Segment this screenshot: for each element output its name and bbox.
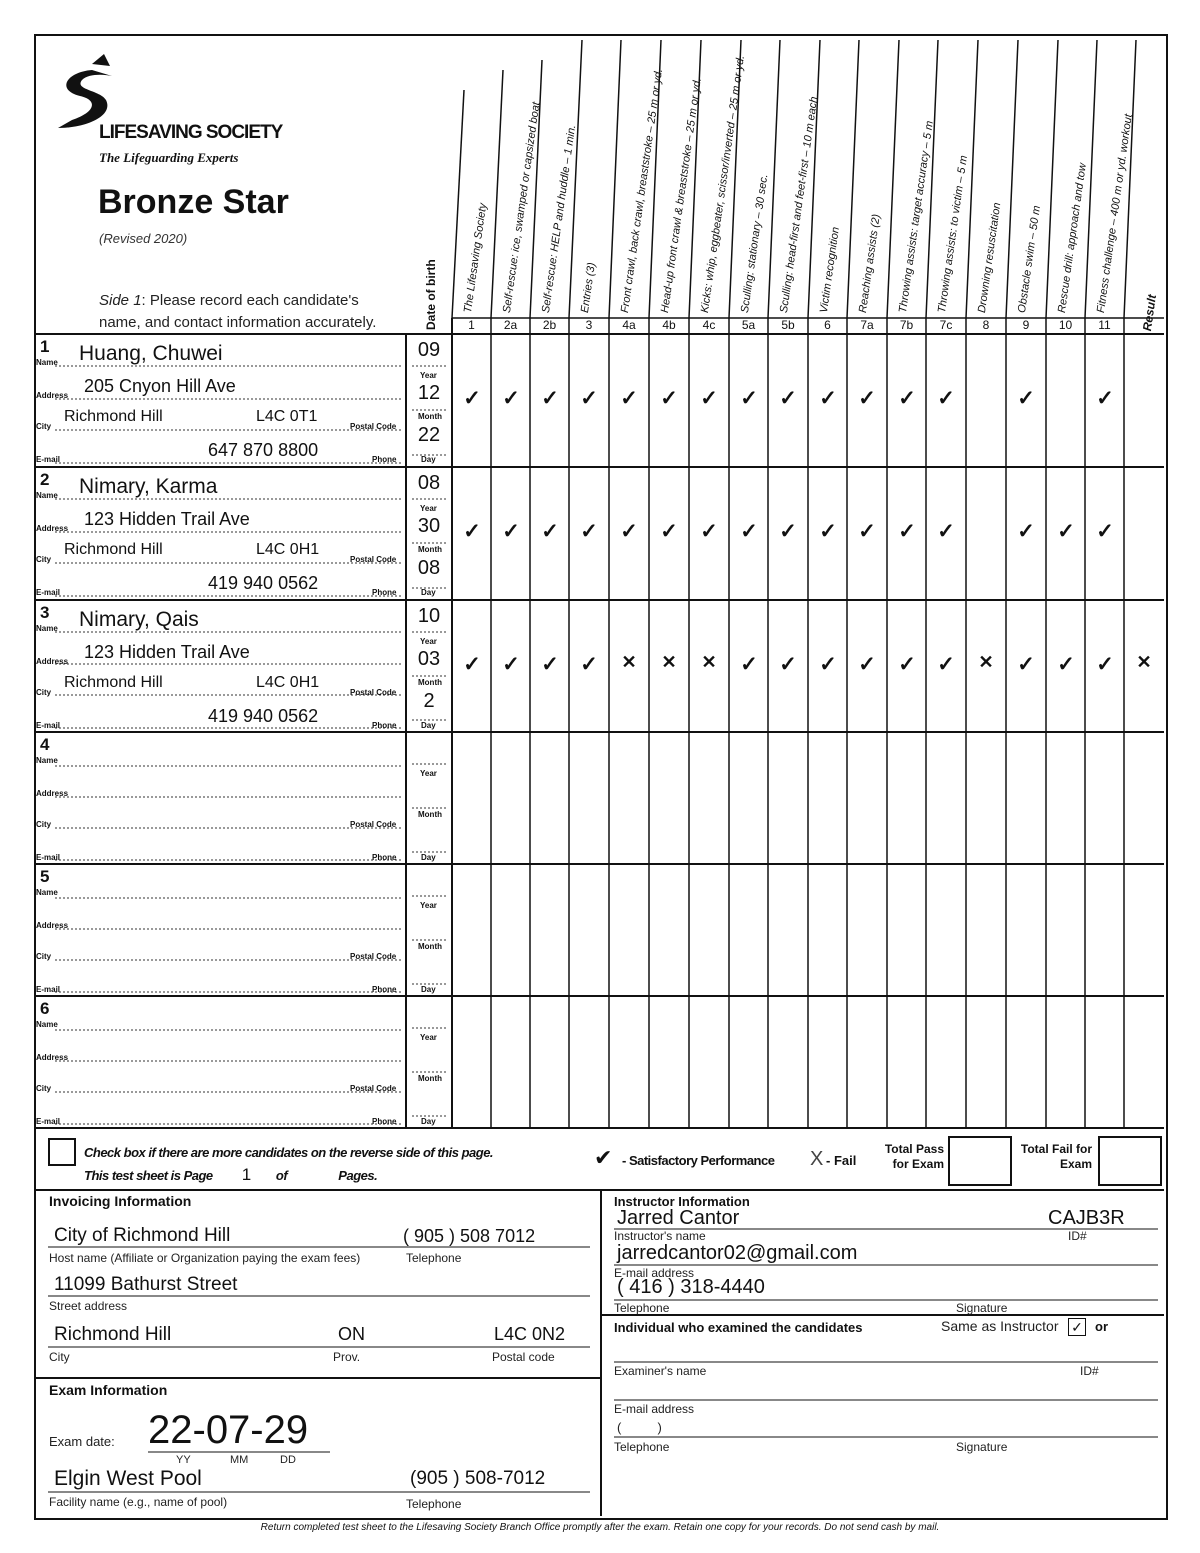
more-candidates-checkbox[interactable] bbox=[48, 1138, 76, 1166]
candidate-number: 3 bbox=[40, 603, 50, 622]
examiner-telephone-label: Telephone bbox=[614, 1440, 670, 1454]
exam-date[interactable]: 22-07-29 bbox=[148, 1408, 309, 1452]
or-text: or bbox=[1095, 1319, 1108, 1334]
legend-fail: - Fail bbox=[826, 1153, 857, 1168]
dob-day[interactable]: 2 bbox=[423, 690, 435, 712]
pass-check-icon[interactable]: ✓ bbox=[660, 520, 678, 543]
host-label: Host name (Affiliate or Organization paying the exam fees) bbox=[49, 1251, 361, 1265]
dob-year[interactable]: 08 bbox=[417, 472, 441, 494]
year-label: Year bbox=[420, 371, 437, 380]
exam-date-yy: YY bbox=[176, 1454, 191, 1466]
pass-check-icon[interactable]: ✓ bbox=[937, 520, 955, 543]
day-label: Day bbox=[421, 985, 436, 994]
year-label: Year bbox=[420, 504, 437, 513]
pass-check-icon[interactable]: ✓ bbox=[541, 653, 559, 676]
column-header-label: Victim recognition bbox=[818, 226, 842, 314]
city-label: City bbox=[36, 1084, 52, 1093]
result-mark[interactable]: ✕ bbox=[1136, 652, 1152, 672]
phone-label: Phone bbox=[372, 455, 397, 464]
candidate-city[interactable]: Richmond Hill bbox=[64, 674, 163, 691]
legend-pass-icon: ✔ bbox=[594, 1145, 613, 1170]
address-label: Address bbox=[36, 921, 69, 930]
name-label: Name bbox=[36, 491, 58, 500]
pass-check-icon[interactable]: ✓ bbox=[819, 653, 837, 676]
column-header-label: Obstacle swim – 50 m bbox=[1016, 204, 1043, 314]
candidate-city[interactable]: Richmond Hill bbox=[64, 541, 163, 558]
column-number: 2b bbox=[542, 318, 557, 332]
column-header-label: Head-up front crawl & breaststroke – 25 m or yd. bbox=[659, 77, 704, 314]
city-label: City bbox=[36, 688, 52, 697]
day-label: Day bbox=[421, 853, 436, 862]
name-label: Name bbox=[36, 624, 58, 633]
name-label: Name bbox=[36, 358, 58, 367]
candidate-name[interactable]: Nimary, Qais bbox=[79, 608, 199, 631]
postal-label: Postal Code bbox=[350, 688, 397, 697]
pass-check-icon[interactable]: ✓ bbox=[463, 653, 481, 676]
instructor-name-label: Instructor's name bbox=[614, 1229, 706, 1243]
column-number: 5a bbox=[741, 318, 756, 332]
pass-check-icon[interactable]: ✓ bbox=[502, 387, 520, 410]
pass-check-icon[interactable]: ✓ bbox=[580, 520, 598, 543]
month-label: Month bbox=[418, 1074, 442, 1083]
pass-check-icon[interactable]: ✓ bbox=[1057, 520, 1075, 543]
fail-mark[interactable]: ✕ bbox=[661, 652, 677, 672]
pass-check-icon[interactable]: ✓ bbox=[620, 520, 638, 543]
address-label: Address bbox=[36, 657, 69, 666]
host-name[interactable]: City of Richmond Hill bbox=[54, 1225, 231, 1246]
column-header-label: Rescue drill: approach and tow bbox=[1056, 162, 1089, 314]
candidate-postal[interactable]: L4C 0T1 bbox=[256, 408, 318, 425]
candidate-address[interactable]: 205 Cnyon Hill Ave bbox=[84, 376, 236, 396]
candidate-number: 2 bbox=[40, 470, 50, 489]
column-number: 10 bbox=[1058, 318, 1073, 332]
dob-month[interactable]: 30 bbox=[417, 515, 441, 537]
total-pass-box[interactable] bbox=[948, 1136, 1012, 1186]
exam-date-mm: MM bbox=[230, 1454, 249, 1466]
month-label: Month bbox=[418, 678, 442, 687]
pass-check-icon[interactable]: ✓ bbox=[740, 653, 758, 676]
exam-date-label: Exam date: bbox=[49, 1434, 115, 1449]
fail-mark[interactable]: ✕ bbox=[701, 652, 717, 672]
column-header-label: Entries (3) bbox=[579, 261, 598, 314]
fail-mark[interactable]: ✕ bbox=[978, 652, 994, 672]
dob-header: Date of birth bbox=[424, 259, 438, 330]
facility-name[interactable]: Elgin West Pool bbox=[54, 1467, 202, 1490]
examiner-id-label: ID# bbox=[1080, 1364, 1099, 1378]
day-label: Day bbox=[421, 455, 436, 464]
instructor-email[interactable]: jarredcantor02@gmail.com bbox=[617, 1242, 858, 1264]
pass-check-icon[interactable]: ✓ bbox=[898, 387, 916, 410]
column-header-label: Throwing assists: to victim – 5 m bbox=[936, 154, 971, 314]
exam-heading: Exam Information bbox=[49, 1382, 168, 1398]
pass-check-icon[interactable]: ✓ bbox=[858, 387, 876, 410]
instruction-text: : Please record each candidate's bbox=[141, 292, 359, 309]
dob-day[interactable]: 08 bbox=[417, 557, 441, 579]
column-header-label: Kicks: whip, eggbeater, scissor/inverted – 25 m or yd. bbox=[699, 54, 748, 314]
pass-check-icon[interactable]: ✓ bbox=[937, 387, 955, 410]
dob-month[interactable]: 03 bbox=[417, 648, 441, 670]
city-label: City bbox=[36, 952, 52, 961]
name-label: Name bbox=[36, 1020, 58, 1029]
candidate-phone[interactable]: 647 870 8800 bbox=[208, 440, 319, 460]
address-label: Address bbox=[36, 391, 69, 400]
day-label: Day bbox=[421, 1117, 436, 1126]
column-number: 9 bbox=[1022, 318, 1030, 332]
column-number: 4a bbox=[622, 318, 636, 332]
email-label: E-mail bbox=[36, 985, 61, 994]
pass-check-icon[interactable]: ✓ bbox=[541, 520, 559, 543]
column-number: 7a bbox=[860, 318, 874, 332]
month-label: Month bbox=[418, 942, 442, 951]
phone-label: Phone bbox=[372, 1117, 397, 1126]
column-number: 2a bbox=[503, 318, 518, 332]
email-label: E-mail bbox=[36, 721, 61, 730]
email-label: E-mail bbox=[36, 853, 61, 862]
column-number: 8 bbox=[982, 318, 990, 332]
pass-check-icon[interactable]: ✓ bbox=[660, 387, 678, 410]
pass-check-icon[interactable]: ✓ bbox=[541, 387, 559, 410]
candidate-address[interactable]: 123 Hidden Trail Ave bbox=[84, 509, 250, 529]
invoice-city-label: City bbox=[49, 1350, 70, 1364]
column-header-label: Front crawl, back crawl, breaststroke – 25 m or yd. bbox=[619, 68, 666, 314]
dob-year[interactable]: 09 bbox=[417, 339, 441, 361]
month-label: Month bbox=[418, 810, 442, 819]
pass-check-icon[interactable]: ✓ bbox=[1017, 387, 1035, 410]
total-fail-label: Total Fail for Exam bbox=[1020, 1142, 1092, 1171]
candidate-phone[interactable]: 419 940 0562 bbox=[208, 573, 319, 593]
instructor-id[interactable]: CAJB3R bbox=[1048, 1207, 1125, 1229]
candidate-number: 5 bbox=[40, 867, 50, 886]
instructor-heading: Instructor Information bbox=[614, 1194, 750, 1209]
pass-check-icon[interactable]: ✓ bbox=[779, 520, 797, 543]
bottom-note: Return completed test sheet to the Lifesaving Society Branch Office promptly after the exam. Retain one copy for your records. Do not send cash by mail. bbox=[260, 1522, 940, 1533]
pass-check-icon[interactable]: ✓ bbox=[1096, 520, 1114, 543]
exam-date-dd: DD bbox=[280, 1454, 296, 1466]
email-label: E-mail bbox=[36, 1117, 61, 1126]
dob-year[interactable]: 10 bbox=[417, 605, 441, 627]
form-revision: (Revised 2020) bbox=[99, 231, 188, 246]
column-header-label: Self-rescue: ice, swamped or capsized boat bbox=[501, 101, 543, 314]
pass-check-icon[interactable]: ✓ bbox=[1057, 653, 1075, 676]
pass-check-icon[interactable]: ✓ bbox=[898, 520, 916, 543]
instructor-signature-label: Signature bbox=[956, 1301, 1008, 1315]
address-label: Address bbox=[36, 789, 69, 798]
invoicing-heading: Invoicing Information bbox=[49, 1193, 192, 1209]
city-label: City bbox=[36, 555, 52, 564]
pass-check-icon[interactable]: ✓ bbox=[502, 520, 520, 543]
pages-text: Pages. bbox=[338, 1168, 378, 1183]
facility-telephone-label: Telephone bbox=[406, 1497, 462, 1511]
candidate-number: 1 bbox=[40, 337, 50, 356]
legend-pass: - Satisfactory Performance bbox=[622, 1153, 775, 1168]
fail-mark[interactable]: ✕ bbox=[621, 652, 637, 672]
street-label: Street address bbox=[49, 1299, 128, 1313]
result-header: Result bbox=[1140, 293, 1159, 332]
pass-check-icon[interactable]: ✓ bbox=[463, 387, 481, 410]
invoice-postal[interactable]: L4C 0N2 bbox=[494, 1324, 566, 1344]
postal-label: Postal Code bbox=[350, 555, 397, 564]
page-line bbox=[84, 1165, 377, 1185]
phone-label: Phone bbox=[372, 721, 397, 730]
pass-check-icon[interactable]: ✓ bbox=[779, 653, 797, 676]
pass-check-icon[interactable]: ✓ bbox=[1017, 653, 1035, 676]
org-name: LIFESAVING SOCIETY bbox=[99, 122, 283, 143]
instruction-side: Side 1 bbox=[99, 292, 142, 309]
column-header-label: Fitness challenge – 400 m or yd. workout bbox=[1095, 113, 1135, 314]
candidate-postal[interactable]: L4C 0H1 bbox=[256, 674, 320, 691]
instructor-telephone-label: Telephone bbox=[614, 1301, 670, 1315]
pass-check-icon[interactable]: ✓ bbox=[937, 653, 955, 676]
column-number: 4b bbox=[662, 318, 676, 332]
phone-label: Phone bbox=[372, 853, 397, 862]
postal-label: Postal Code bbox=[350, 1084, 397, 1093]
address-label: Address bbox=[36, 1053, 69, 1062]
pass-check-icon[interactable]: ✓ bbox=[502, 653, 520, 676]
postal-label: Postal Code bbox=[350, 422, 397, 431]
invoice-city[interactable]: Richmond Hill bbox=[54, 1324, 172, 1345]
pass-check-icon[interactable]: ✓ bbox=[898, 653, 916, 676]
dob-month[interactable]: 12 bbox=[417, 382, 441, 404]
pass-check-icon[interactable]: ✓ bbox=[858, 520, 876, 543]
examiner-email-label: E-mail address bbox=[614, 1402, 695, 1416]
phone-label: Phone bbox=[372, 985, 397, 994]
facility-label: Facility name (e.g., name of pool) bbox=[49, 1495, 228, 1509]
examiner-name-label: Examiner's name bbox=[614, 1364, 707, 1378]
same-as-instructor-checkbox[interactable]: ✓ bbox=[1068, 1318, 1086, 1336]
examiner-telephone-blank[interactable]: ( ) bbox=[617, 1420, 662, 1435]
facility-telephone[interactable]: (905 ) 508-7012 bbox=[410, 1468, 546, 1489]
pass-check-icon[interactable]: ✓ bbox=[580, 387, 598, 410]
name-label: Name bbox=[36, 756, 58, 765]
candidate-phone[interactable]: 419 940 0562 bbox=[208, 706, 319, 726]
column-header-label: Sculling: head-first and feet-first – 10 m each bbox=[778, 95, 821, 314]
year-label: Year bbox=[420, 1033, 437, 1042]
pass-check-icon[interactable]: ✓ bbox=[463, 520, 481, 543]
instructor-telephone[interactable]: ( 416 ) 318-4440 bbox=[617, 1276, 765, 1298]
form-title: Bronze Star bbox=[98, 183, 289, 221]
instructor-email-label: E-mail address bbox=[614, 1266, 695, 1280]
column-header-label: Self-rescue: HELP and huddle – 1 min. bbox=[540, 124, 579, 314]
examiner-signature-label: Signature bbox=[956, 1440, 1008, 1454]
column-header-label: Sculling: stationary – 30 sec. bbox=[739, 173, 771, 314]
instructor-name[interactable]: Jarred Cantor bbox=[617, 1207, 740, 1229]
pass-check-icon[interactable]: ✓ bbox=[1017, 520, 1035, 543]
instruction-text2: name, and contact information accurately. bbox=[99, 314, 377, 331]
legend-fail-icon: X bbox=[810, 1148, 824, 1170]
candidate-city[interactable]: Richmond Hill bbox=[64, 408, 163, 425]
candidate-name[interactable]: Nimary, Karma bbox=[79, 475, 218, 498]
year-label: Year bbox=[420, 637, 437, 646]
host-telephone[interactable]: ( 905 ) 508 7012 bbox=[403, 1226, 536, 1246]
column-header-label: Drowning resuscitation bbox=[976, 201, 1004, 314]
total-pass-label: Total Pass for Exam bbox=[884, 1142, 944, 1171]
email-label: E-mail bbox=[36, 588, 61, 597]
more-candidates-text: Check box if there are more candidates on the reverse side of this page. bbox=[84, 1145, 494, 1160]
month-label: Month bbox=[418, 545, 442, 554]
page-num[interactable]: 1 bbox=[241, 1165, 251, 1184]
day-label: Day bbox=[421, 588, 436, 597]
phone-label: Phone bbox=[372, 588, 397, 597]
pass-check-icon[interactable]: ✓ bbox=[1096, 387, 1114, 410]
invoice-prov[interactable]: ON bbox=[338, 1324, 365, 1344]
candidate-number: 6 bbox=[40, 999, 50, 1018]
column-header-label: The Lifesaving Society bbox=[462, 202, 490, 314]
city-label: City bbox=[36, 422, 52, 431]
postal-label: Postal Code bbox=[350, 820, 397, 829]
invoice-postal-label: Postal code bbox=[492, 1350, 555, 1364]
column-number: 6 bbox=[824, 318, 831, 332]
year-label: Year bbox=[420, 901, 437, 910]
same-as-instructor-label: Same as Instructor bbox=[941, 1318, 1059, 1334]
column-header-label: Throwing assists: target accuracy – 5 m bbox=[897, 120, 936, 314]
email-label: E-mail bbox=[36, 455, 61, 464]
column-number: 7b bbox=[899, 318, 914, 332]
host-telephone-label: Telephone bbox=[406, 1251, 462, 1265]
column-number: 1 bbox=[468, 318, 475, 332]
candidate-number: 4 bbox=[40, 735, 50, 754]
candidate-name[interactable]: Huang, Chuwei bbox=[79, 342, 223, 365]
pass-check-icon[interactable]: ✓ bbox=[700, 387, 718, 410]
column-number: 11 bbox=[1098, 318, 1111, 332]
pass-check-icon[interactable]: ✓ bbox=[819, 387, 837, 410]
month-label: Month bbox=[418, 412, 442, 421]
pass-check-icon[interactable]: ✓ bbox=[580, 653, 598, 676]
name-label: Name bbox=[36, 888, 58, 897]
invoice-prov-label: Prov. bbox=[333, 1350, 361, 1364]
column-header-label: Reaching assists (2) bbox=[857, 213, 883, 314]
of-text: of bbox=[275, 1168, 288, 1183]
street-address[interactable]: 11099 Bathurst Street bbox=[54, 1274, 238, 1295]
day-label: Day bbox=[421, 721, 436, 730]
org-tagline: The Lifeguarding Experts bbox=[99, 150, 239, 165]
column-number: 4c bbox=[702, 318, 716, 332]
column-number: 3 bbox=[585, 318, 593, 332]
pass-check-icon[interactable]: ✓ bbox=[819, 520, 837, 543]
pass-check-icon[interactable]: ✓ bbox=[700, 520, 718, 543]
total-fail-box[interactable] bbox=[1098, 1136, 1162, 1186]
postal-label: Postal Code bbox=[350, 952, 397, 961]
pass-check-icon[interactable]: ✓ bbox=[1096, 653, 1114, 676]
pass-check-icon[interactable]: ✓ bbox=[620, 387, 638, 410]
dob-day[interactable]: 22 bbox=[417, 424, 441, 446]
year-label: Year bbox=[420, 769, 437, 778]
page-text: This test sheet is Page bbox=[84, 1168, 213, 1183]
column-number: 5b bbox=[781, 318, 795, 332]
examiner-heading: Individual who examined the candidates bbox=[614, 1320, 863, 1335]
instructor-id-label: ID# bbox=[1068, 1229, 1087, 1243]
candidate-address[interactable]: 123 Hidden Trail Ave bbox=[84, 642, 250, 662]
address-label: Address bbox=[36, 524, 69, 533]
pass-check-icon[interactable]: ✓ bbox=[740, 520, 758, 543]
pass-check-icon[interactable]: ✓ bbox=[740, 387, 758, 410]
candidate-postal[interactable]: L4C 0H1 bbox=[256, 541, 320, 558]
pass-check-icon[interactable]: ✓ bbox=[779, 387, 797, 410]
column-number: 7c bbox=[939, 318, 953, 332]
pass-check-icon[interactable]: ✓ bbox=[858, 653, 876, 676]
city-label: City bbox=[36, 820, 52, 829]
